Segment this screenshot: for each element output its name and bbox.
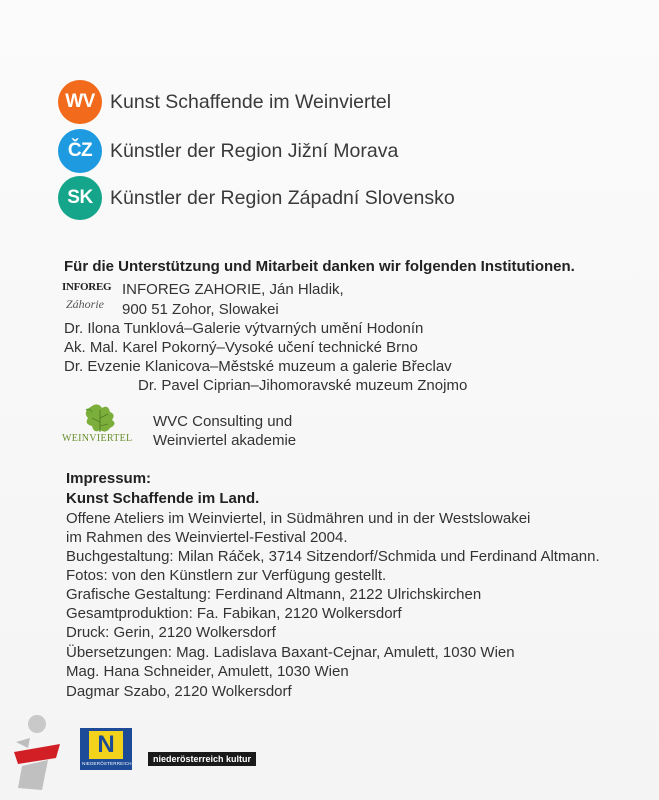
impressum-line: Druck: Gerin, 2120 Wolkersdorf — [66, 624, 276, 641]
noe-logo-letter: N — [89, 731, 123, 759]
impressum-line: Gesamtproduktion: Fa. Fabikan, 2120 Wolkersdorf — [66, 605, 402, 622]
niederoesterreich-kultur-label: niederösterreich kultur — [148, 752, 256, 766]
impressum-line: Mag. Hana Schneider, Amulett, 1030 Wien — [66, 663, 349, 680]
region-row-cz — [58, 129, 398, 173]
impressum-line: Buchgestaltung: Milan Ráček, 3714 Sitzendorf/Schmida und Ferdinand Altmann. — [66, 548, 600, 565]
thanks-line: Dr. Evzenie Klanicova–Městské muzeum a galerie Břeclav — [64, 358, 452, 375]
region-label-wv: Kunst Schaffende im Weinviertel — [110, 90, 392, 113]
region-row-wv — [58, 80, 391, 124]
figure-logo-icon — [8, 712, 66, 792]
region-badge-wv: WV — [58, 80, 102, 124]
impressum-subheading: Kunst Schaffende im Land. — [66, 490, 260, 507]
vine-leaf-icon — [62, 400, 142, 452]
impressum-line: Fotos: von den Künstlern zur Verfügung gestellt. — [66, 567, 387, 584]
noe-logo-caption: NIEDERÖSTERREICH — [82, 761, 132, 766]
region-badge-cz: ČZ — [58, 129, 102, 173]
thanks-line: Dr. Ilona Tunklová–Galerie výtvarných umění Hodonín — [64, 320, 424, 337]
thanks-heading: Für die Unterstützung und Mitarbeit danken wir folgenden Institutionen. — [64, 258, 575, 275]
weinviertel-logo — [62, 400, 142, 452]
weinviertel-logo-text: WEINVIERTEL — [62, 433, 133, 444]
thanks-line: WVC Consulting und — [153, 413, 293, 430]
noe-logo — [80, 728, 132, 770]
impressum-line: Grafische Gestaltung: Ferdinand Altmann, 2122 Ulrichskirchen — [66, 586, 482, 603]
region-label-cz: Künstler der Region Jižní Morava — [110, 139, 399, 162]
zahorie-logo-text: Záhorie — [66, 297, 105, 311]
region-label-sk: Künstler der Region Západní Slovensko — [110, 186, 455, 209]
impressum-line: im Rahmen des Weinviertel-Festival 2004. — [66, 529, 348, 546]
thanks-line: Weinviertel akademie — [153, 432, 297, 449]
thanks-line: Dr. Pavel Ciprian–Jihomoravské muzeum Znojmo — [138, 377, 468, 394]
thanks-line: 900 51 Zohor, Slowakei — [122, 301, 279, 318]
impressum-line: Offene Ateliers im Weinviertel, in Südmähren und in der Westslowakei — [66, 510, 531, 527]
impressum-line: Übersetzungen: Mag. Ladislava Baxant-Cejnar, Amulett, 1030 Wien — [66, 644, 515, 661]
region-badge-sk: SK — [58, 176, 102, 220]
inforeg-logo-text: INFOREG — [62, 281, 112, 293]
region-row-sk — [58, 176, 455, 220]
impressum-line: Dagmar Szabo, 2120 Wolkersdorf — [66, 683, 292, 700]
thanks-line: INFOREG ZAHORIE, Ján Hladik, — [122, 281, 344, 298]
impressum-heading: Impressum: — [66, 470, 152, 487]
thanks-line: Ak. Mal. Karel Pokorný–Vysoké učení technické Brno — [64, 339, 418, 356]
inforeg-logo — [62, 281, 118, 312]
